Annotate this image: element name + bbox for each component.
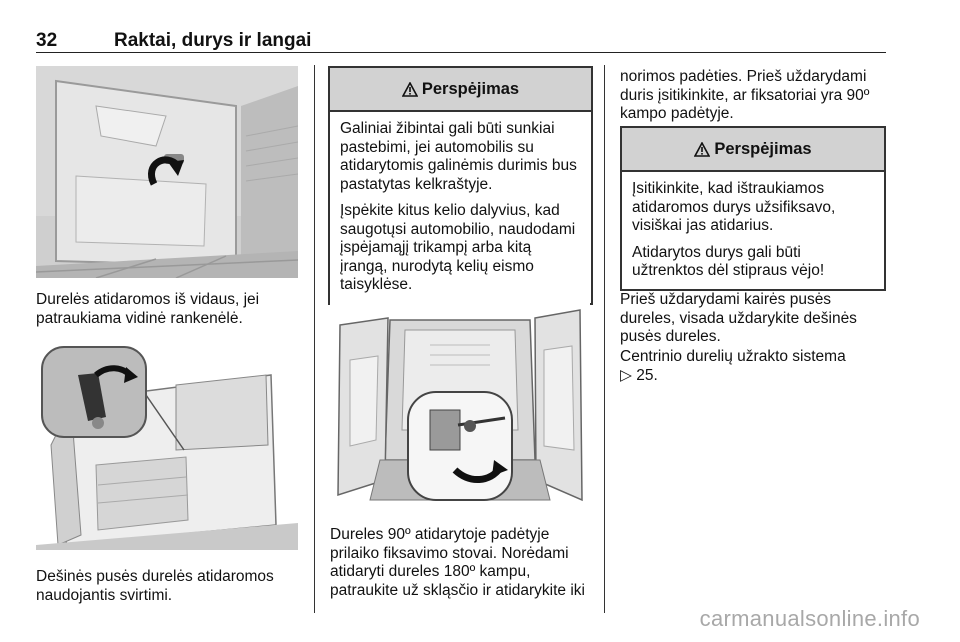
- figure-rear-door-stays: [330, 300, 590, 510]
- right-paragraph-close-order: Prieš uždarydami kairės pusės dureles, visada uždarykite dešinės pusės dureles.: [620, 291, 857, 345]
- caption-side-door-lever: Dešinės pusės durelės atidaromos naudojantis svirtimi.: [36, 568, 274, 604]
- middle-body-text: Dureles 90º atidarytoje padėtyje prilaiko fiksavimo stovai. Norėdami atidaryti dureles 180º kampu, patraukite už skląsčio ir atidarykite iki: [330, 526, 585, 599]
- figure-door-inside-handle: [36, 66, 298, 278]
- central-lock-text: Centrinio durelių užrakto sistema: [620, 348, 846, 365]
- warning-paragraph: Įsitikinkite, kad ištraukiamos atidaromos durys užsifiksavo, visiškai jas atidarius.: [632, 180, 836, 234]
- warning-heading: Perspėjimas: [421, 79, 520, 98]
- warning-header: [330, 68, 591, 112]
- warning-heading: Perspėjimas: [714, 139, 812, 158]
- watermark: carmanualsonline.info: [699, 606, 920, 631]
- warning-triangle-icon: [694, 142, 710, 157]
- warning-box-sliding-door: [620, 126, 886, 291]
- column-divider-right: [604, 65, 605, 613]
- warning-header: [622, 128, 884, 172]
- warning-paragraph: Atidarytos durys gali būti užtrenktos dėl stipraus vėjo!: [632, 243, 825, 279]
- page-title: Raktai, durys ir langai: [114, 30, 312, 51]
- page-header: [36, 30, 886, 53]
- figure-side-door-lever: [36, 345, 298, 550]
- column-divider-left: [314, 65, 315, 613]
- right-intro-text: norimos padėties. Prieš uždarydami duris įsitikinkite, ar fiksatoriai yra 90º kampo padėtyje.: [620, 68, 870, 122]
- page-number: 32: [36, 30, 58, 51]
- warning-triangle-icon: [402, 82, 418, 97]
- warning-paragraph: Įspėkite kitus kelio dalyvius, kad saugotųsi automobilio, naudodami įspėjamąjį trikampį arba kitą įrangą, nurodytą kelių eismo taisyklėse.: [340, 202, 576, 293]
- caption-inside-handle: Durelės atidaromos iš vidaus, jei patraukiama vidinė rankenėlė.: [36, 291, 260, 327]
- warning-paragraph: Galiniai žibintai gali būti sunkiai pastebimi, jei automobilis su atidarytomis galinėmis durimis bus pastatytas kelkraštyje.: [340, 120, 577, 193]
- page-ref-arrow-icon: ▷: [620, 366, 632, 384]
- page-reference[interactable]: 25.: [636, 366, 658, 384]
- warning-box-tail-lights: [328, 66, 593, 305]
- right-paragraph-central-lock: [620, 348, 882, 385]
